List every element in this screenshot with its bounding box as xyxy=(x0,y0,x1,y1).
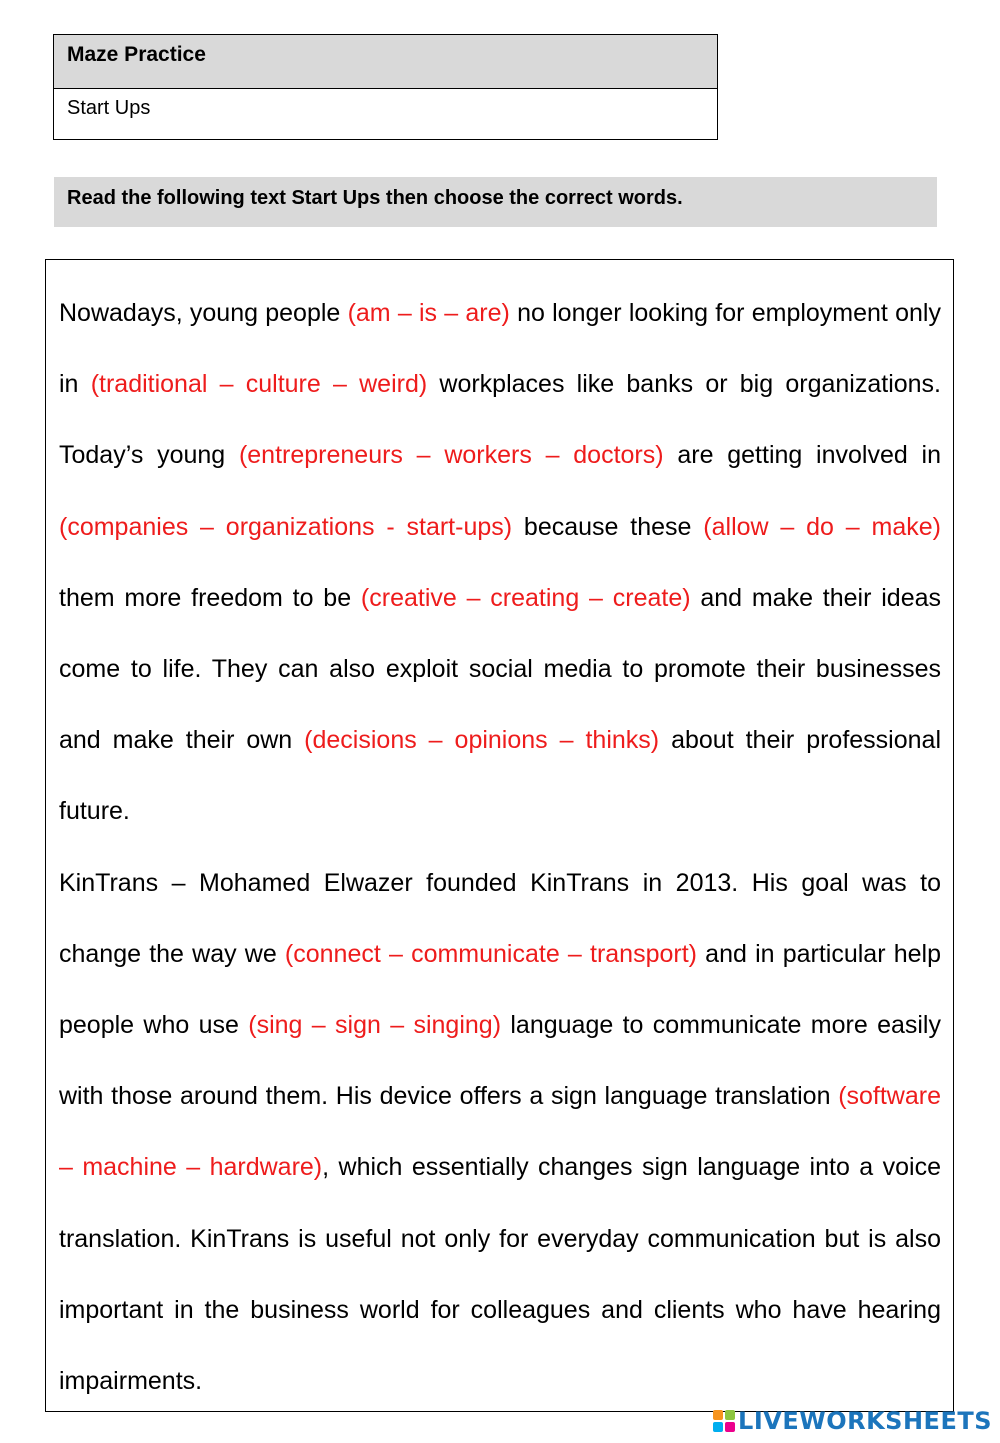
passage-text: KinTrans – Mohamed Elwazer founded KinTrans in 2013. His goal was to change the way we xyxy=(59,868,941,968)
passage-text: no longer looking for employment only in xyxy=(59,299,941,399)
passage-text: language to communicate more easily with those around them. His device offers a sign language translation xyxy=(59,1011,941,1111)
word-choice[interactable]: (connect – communicate – transport) xyxy=(284,939,697,968)
word-choice[interactable]: (sing – sign – singing) xyxy=(248,1011,502,1040)
passage-text: Nowadays, young people xyxy=(59,299,348,327)
liveworksheets-logo-icon xyxy=(713,1410,735,1432)
passage-text: them more freedom to be xyxy=(59,583,361,612)
passage-text: and make their ideas come to life. They can also exploit social media to promote their businesses and make their own xyxy=(59,583,941,755)
passage-paragraph-1 xyxy=(59,278,941,848)
worksheet-subtitle: Start Ups xyxy=(67,97,151,119)
watermark-text: LIVEWORKSHEETS xyxy=(738,1407,992,1435)
passage-text: workplaces like banks or big organizations. Today’s young xyxy=(59,370,941,470)
passage-paragraph-2 xyxy=(59,848,941,1418)
word-choice[interactable]: (allow – do – make) xyxy=(703,512,941,541)
liveworksheets-watermark xyxy=(713,1407,992,1435)
word-choice[interactable]: (entrepreneurs – workers – doctors) xyxy=(238,441,664,470)
word-choice[interactable]: (creative – creating – create) xyxy=(360,583,691,612)
passage-text: about their professional future. xyxy=(59,726,941,826)
word-choice[interactable]: (am – is – are) xyxy=(347,299,510,327)
passage-text: and in particular help people who use xyxy=(59,939,941,1040)
passage-box xyxy=(45,259,954,1412)
worksheet-title: Maze Practice xyxy=(54,35,717,89)
word-choice[interactable]: (traditional – culture – weird) xyxy=(90,370,428,399)
word-choice[interactable]: (companies – organizations - start-ups) xyxy=(59,512,513,541)
passage-text: because these xyxy=(512,512,704,541)
word-choice[interactable]: (decisions – opinions – thinks) xyxy=(304,726,660,755)
passage-text: , which essentially changes sign language into a voice translation. KinTrans is useful not only for everyday communication but is also important in the business world for colleagues and clients who have hearing impairments. xyxy=(59,1153,941,1396)
word-choice[interactable]: (software – machine – hardware) xyxy=(59,1082,941,1182)
worksheet-header xyxy=(53,34,718,140)
passage-text: are getting involved in xyxy=(663,441,941,470)
instruction-banner: Read the following text Start Ups then choose the correct words. xyxy=(54,177,937,227)
